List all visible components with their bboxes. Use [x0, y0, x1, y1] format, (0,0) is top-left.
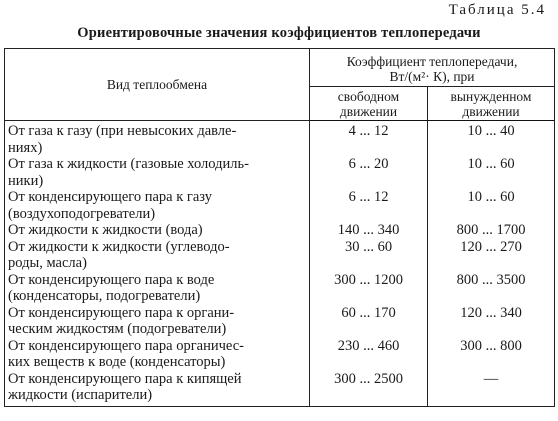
kind-line: От конденсирующего пара к воде — [8, 271, 215, 288]
cell-heat-exchange-kind — [5, 121, 310, 157]
header-coefficient-line1: Коэффициент теплопередачи, — [346, 53, 518, 69]
cell-free-motion-value: 300 ... 1200 — [310, 272, 428, 305]
kind-line: От жидкости к жидкости (углеводо- — [8, 238, 230, 255]
kind-line: От конденсирующего пара к кипящей — [8, 370, 242, 387]
kind-line: От жидкости к жидкости (вода) — [8, 222, 203, 238]
table-title: Ориентировочные значения коэффициентов теплопередачи — [77, 25, 481, 41]
table-row — [5, 371, 555, 407]
cell-heat-exchange-kind — [5, 189, 310, 222]
cell-free-motion-value: 140 ... 340 — [310, 222, 428, 239]
cell-forced-motion-value: 120 ... 340 — [428, 305, 555, 338]
cell-free-motion-value: 6 ... 12 — [310, 189, 428, 222]
cell-forced-motion-value: 10 ... 60 — [428, 156, 555, 189]
header-kind: Вид теплообмена — [5, 49, 310, 121]
cell-heat-exchange-kind — [5, 239, 310, 272]
cell-heat-exchange-kind — [5, 222, 310, 239]
table-number: Таблица 5.4 — [448, 2, 546, 18]
cell-free-motion-value: 30 ... 60 — [310, 239, 428, 272]
kind-line: ниях) — [8, 139, 43, 156]
kind-line: От конденсирующего пара к газу — [8, 189, 212, 205]
cell-forced-motion-value: 120 ... 270 — [428, 239, 555, 272]
header-free-line2: движении — [339, 103, 398, 119]
header-forced-line2: движении — [462, 103, 520, 119]
kind-line: ческим жидкостям (подогреватели) — [8, 321, 227, 337]
cell-forced-motion-value: — — [428, 371, 555, 407]
kind-line: жидкости (испарители) — [8, 387, 153, 403]
cell-free-motion-value: 300 ... 2500 — [310, 371, 428, 407]
table-row — [5, 121, 555, 157]
cell-forced-motion-value: 10 ... 60 — [428, 189, 555, 222]
heat-transfer-table — [4, 48, 555, 407]
header-forced-motion — [428, 87, 555, 121]
cell-heat-exchange-kind — [5, 305, 310, 338]
kind-line: ких веществ к воде (конденсаторы) — [8, 354, 226, 370]
cell-heat-exchange-kind — [5, 338, 310, 371]
cell-free-motion-value: 4 ... 12 — [310, 121, 428, 157]
header-forced-line1: вынужденном — [450, 88, 532, 104]
cell-heat-exchange-kind — [5, 156, 310, 189]
cell-free-motion-value: 6 ... 20 — [310, 156, 428, 189]
table-row — [5, 338, 555, 371]
cell-forced-motion-value: 10 ... 40 — [428, 121, 555, 157]
table-row — [5, 222, 555, 239]
header-free-motion — [310, 87, 428, 121]
table-row — [5, 156, 555, 189]
table-row — [5, 239, 555, 272]
cell-forced-motion-value: 300 ... 800 — [428, 338, 555, 371]
kind-line: ники) — [8, 172, 44, 189]
header-free-line1: свободном — [337, 88, 400, 104]
cell-free-motion-value: 60 ... 170 — [310, 305, 428, 338]
table-row — [5, 189, 555, 222]
cell-free-motion-value: 230 ... 460 — [310, 338, 428, 371]
table-body — [5, 121, 555, 407]
cell-forced-motion-value: 800 ... 1700 — [428, 222, 555, 239]
header-coefficient — [310, 49, 555, 87]
kind-line: (воздухоподогреватели) — [8, 205, 156, 222]
kind-line: (конденсаторы, подогреватели) — [8, 288, 201, 304]
kind-line: роды, масла) — [8, 255, 87, 271]
kind-line: От конденсирующего пара органичес- — [8, 337, 244, 354]
cell-heat-exchange-kind — [5, 272, 310, 305]
header-coefficient-line2: Вт/(м²· К), при — [389, 68, 475, 84]
cell-forced-motion-value: 800 ... 3500 — [428, 272, 555, 305]
table-row — [5, 305, 555, 338]
cell-heat-exchange-kind — [5, 371, 310, 407]
kind-line: От газа к газу (при невысоких давле- — [8, 123, 237, 139]
table-row — [5, 272, 555, 305]
kind-line: От газа к жидкости (газовые холодиль- — [8, 156, 249, 172]
kind-line: От конденсирующего пара к органи- — [8, 304, 235, 321]
